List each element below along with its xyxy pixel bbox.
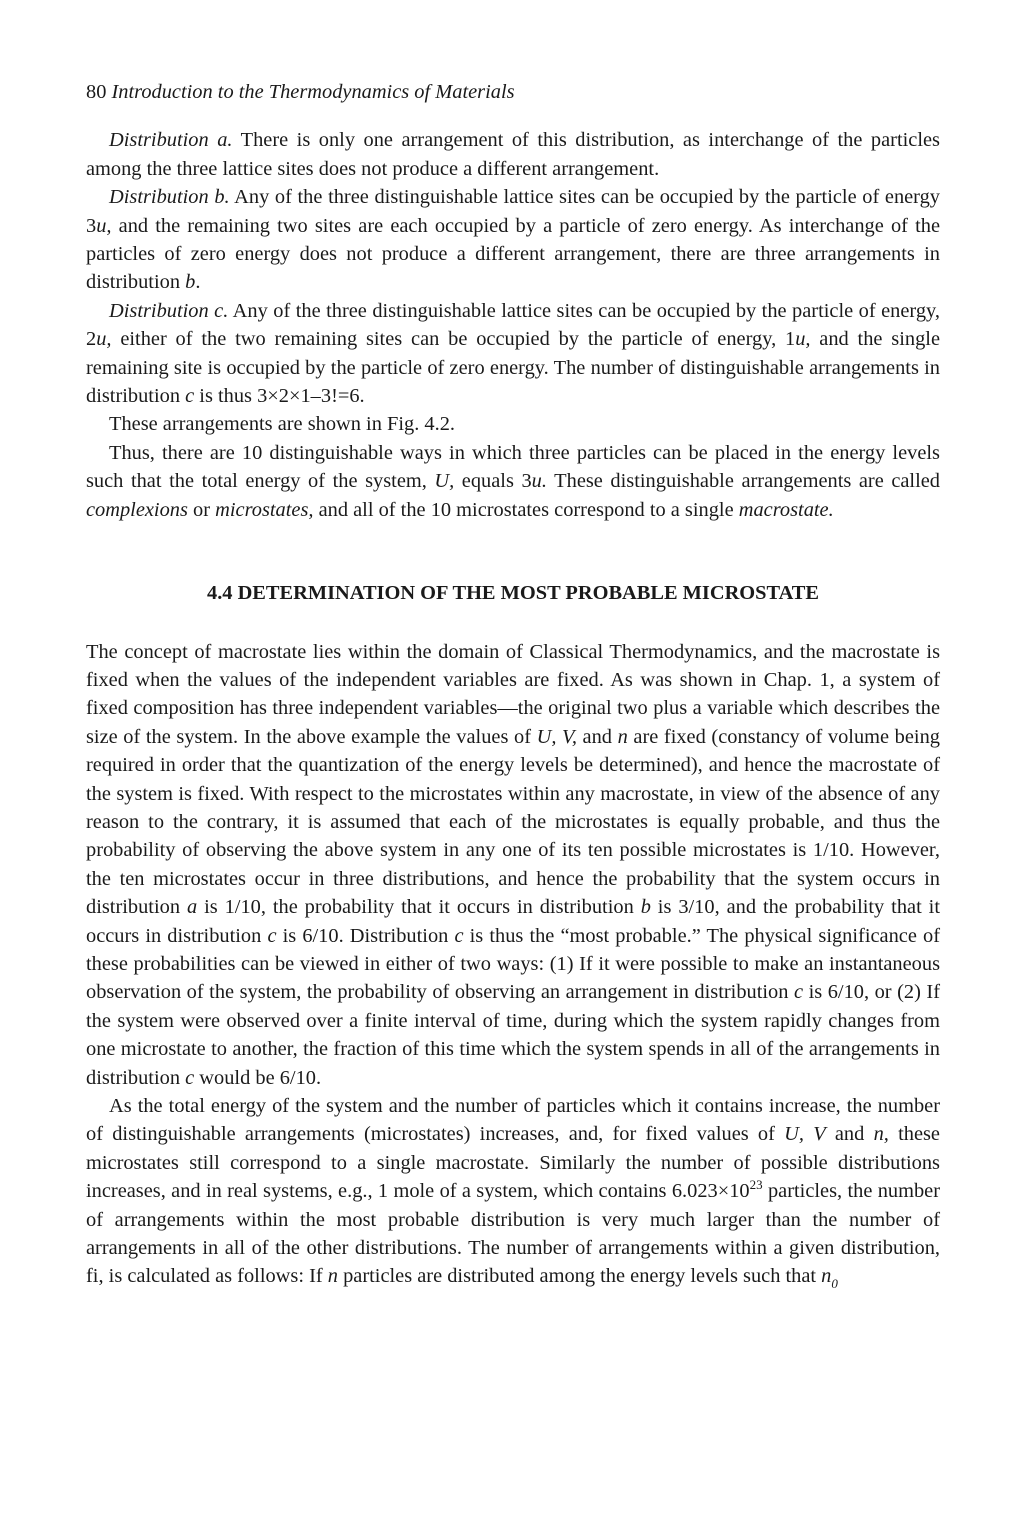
running-title: Introduction to the Thermodynamics of Materials [111, 81, 515, 103]
paragraph-figure-reference: These arrangements are shown in Fig. 4.2. [109, 413, 455, 436]
running-header [86, 78, 940, 106]
section-heading: 4.4 DETERMINATION OF THE MOST PROBABLE MICROSTATE [207, 582, 819, 605]
subscript: 0 [831, 1276, 838, 1292]
paragraph-distribution-a: Distribution a. There is only one arrangement of this distribution, as interchange of the particles among the three lattice sites does not produce a different arrangement. [86, 129, 940, 180]
paragraph-macrostate-concept: The concept of macrostate lies within the domain of Classical Thermodynamics, and the macrostate is fixed when the values of the independent variables are fixed. As was shown in Chap. 1, a system of fixed composition has three independent variables—the original two plus a variable which describes the size of the system. In the above example the values of U, V, and n are fixed (constancy of volume being required in order that the quantization of the energy levels be determined), and hence the macrostate of the system is fixed. With respect to the microstates within any macrostate, in view of the absence of any reason to the contrary, it is assumed that each of the microstates is equally probable, and thus the probability of observing the above system in any one of its ten possible microstates is 1/10. However, the ten microstates occur in three distributions, and hence the probability that the system occurs in distribution a is 1/10, the probability that it occurs in distribution b is 3/10, and the probability that it occurs in distribution c is 6/10. Distribution c is thus the “most probable.” The physical significance of these probabilities can be viewed in either of two ways: (1) If it were possible to make an instantaneous observation of the system, the probability of observing an arrangement in distribution c is 6/10, or (2) If the system were observed over a finite interval of time, during which the system rapidly changes from one microstate to another, the fraction of this time which the system spends in all of the arrangements in distribution c would be 6/10. [86, 640, 940, 1089]
exponent: 23 [749, 1177, 763, 1193]
paragraph-microstates: Thus, there are 10 distinguishable ways in which three particles can be placed in the energy levels such that the total energy of the system, U, equals 3u. These distinguishable arrangements are called complexions or microstates, and all of the 10 microstates correspond to a single macrostate. [86, 441, 940, 521]
page-number: 80 [86, 81, 107, 103]
paragraph-distribution-c: Distribution c. Any of the three distinguishable lattice sites can be occupied by the particle of energy, 2u, either of the two remaining sites can be occupied by the particle of energy, 1u, and the single remaining site is occupied by the particle of zero energy. The number of distinguishable arrangements in distribution c is thus 3×2×1–3!=6. [86, 299, 940, 408]
paragraph-distribution-b: Distribution b. Any of the three distinguishable lattice sites can be occupied by the particle of energy 3u, and the remaining two sites are each occupied by a particle of zero energy. As interchange of the particles of zero energy does not produce a different arrangement, there are three arrangements in distribution b. [86, 186, 940, 294]
paragraph-arrangements: As the total energy of the system and the number of particles which it contains increase, the number of distinguishable arrangements (microstates) increases, and, for fixed values of U, V and n, these microstates still correspond to a single macrostate. Similarly the number of possible distributions increases, and in real systems, e.g., 1 mole of a system, which contains $6.023\times 10^{23}$ particles, the number of arrangements within the most probable distribution is very much larger than the number of arrangements in all of the other distributions. The number of arrangements within a given distribution, fi, is calculated as follows: If n particles are distributed among the energy levels such that $n_0$ [86, 1095, 940, 1292]
